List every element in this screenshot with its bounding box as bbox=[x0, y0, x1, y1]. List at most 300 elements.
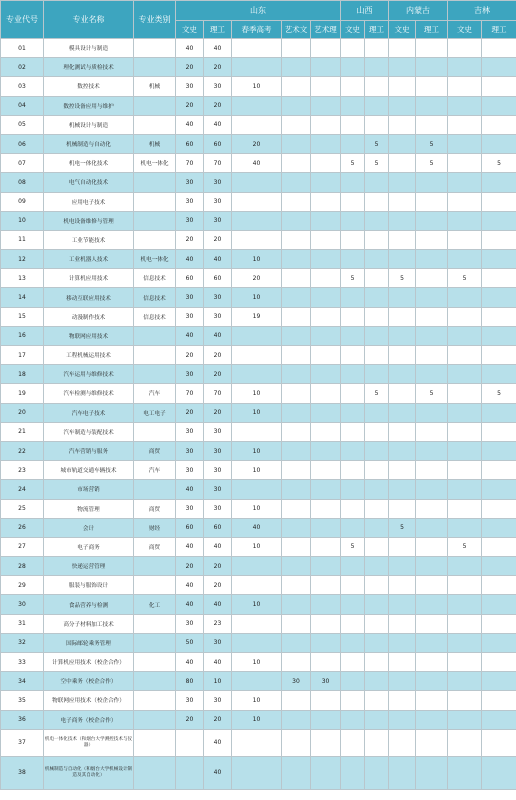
cell-jl-ligong bbox=[482, 729, 516, 756]
cell-category bbox=[134, 710, 176, 729]
cell-jl-ligong bbox=[482, 614, 516, 633]
cell-sx-ligong: 5 bbox=[365, 384, 389, 403]
cell-sd-chunji bbox=[232, 756, 282, 789]
table-row bbox=[1, 422, 516, 441]
cell-sd-ligong: 60 bbox=[204, 518, 232, 537]
cell-sd-chunji bbox=[232, 729, 282, 756]
cell-category: 电工电子 bbox=[134, 403, 176, 422]
cell-sd-wenshi: 30 bbox=[176, 614, 204, 633]
cell-jl-ligong bbox=[482, 211, 516, 230]
cell-sd-chunji bbox=[232, 365, 282, 384]
cell-jl-ligong bbox=[482, 576, 516, 595]
table-row bbox=[1, 384, 516, 403]
cell-sd-yili bbox=[311, 518, 341, 537]
cell-sd-yiwen bbox=[282, 384, 311, 403]
cell-nm-wenshi bbox=[389, 480, 416, 499]
cell-nm-ligong bbox=[416, 672, 448, 691]
cell-nm-ligong: 5 bbox=[416, 384, 448, 403]
cell-sd-ligong: 20 bbox=[204, 365, 232, 384]
cell-sd-yiwen bbox=[282, 422, 311, 441]
cell-nm-wenshi bbox=[389, 230, 416, 249]
cell-sd-wenshi: 30 bbox=[176, 441, 204, 460]
cell-category: 机电一体化 bbox=[134, 250, 176, 269]
cell-category bbox=[134, 672, 176, 691]
table-row bbox=[1, 154, 516, 173]
cell-jl-wenshi bbox=[448, 39, 482, 58]
cell-sd-wenshi: 60 bbox=[176, 134, 204, 153]
cell-sd-wenshi: 40 bbox=[176, 326, 204, 345]
cell-sd-yili bbox=[311, 691, 341, 710]
cell-sd-yili bbox=[311, 441, 341, 460]
cell-nm-ligong bbox=[416, 422, 448, 441]
cell-sd-wenshi: 30 bbox=[176, 173, 204, 192]
cell-sx-wenshi bbox=[341, 729, 365, 756]
table-row bbox=[1, 307, 516, 326]
cell-nm-wenshi bbox=[389, 537, 416, 556]
cell-jl-ligong bbox=[482, 250, 516, 269]
cell-sd-yiwen bbox=[282, 154, 311, 173]
cell-sd-yiwen bbox=[282, 614, 311, 633]
cell-nm-wenshi bbox=[389, 653, 416, 672]
cell-jl-wenshi bbox=[448, 250, 482, 269]
cell-jl-ligong bbox=[482, 557, 516, 576]
cell-nm-ligong bbox=[416, 307, 448, 326]
header-nm-ligong: 理工 bbox=[416, 21, 448, 39]
cell-nm-ligong bbox=[416, 499, 448, 518]
cell-sd-ligong: 30 bbox=[204, 192, 232, 211]
cell-code: 19 bbox=[1, 384, 44, 403]
cell-nm-wenshi bbox=[389, 134, 416, 153]
cell-jl-ligong bbox=[482, 403, 516, 422]
cell-sd-yili bbox=[311, 288, 341, 307]
cell-sx-ligong bbox=[365, 672, 389, 691]
cell-jl-wenshi bbox=[448, 422, 482, 441]
cell-nm-wenshi bbox=[389, 384, 416, 403]
cell-category bbox=[134, 192, 176, 211]
cell-sx-wenshi bbox=[341, 134, 365, 153]
cell-sd-yili bbox=[311, 77, 341, 96]
cell-sd-wenshi bbox=[176, 756, 204, 789]
cell-sd-yili bbox=[311, 173, 341, 192]
cell-sd-wenshi: 40 bbox=[176, 250, 204, 269]
cell-sx-ligong bbox=[365, 576, 389, 595]
table-row bbox=[1, 518, 516, 537]
cell-jl-wenshi bbox=[448, 192, 482, 211]
cell-sd-chunji bbox=[232, 672, 282, 691]
cell-nm-wenshi bbox=[389, 250, 416, 269]
cell-sd-chunji bbox=[232, 115, 282, 134]
cell-sd-ligong: 40 bbox=[204, 115, 232, 134]
header-name: 专业名称 bbox=[44, 1, 134, 39]
cell-sx-ligong bbox=[365, 710, 389, 729]
cell-nm-ligong bbox=[416, 403, 448, 422]
cell-sx-ligong bbox=[365, 365, 389, 384]
cell-jl-ligong bbox=[482, 710, 516, 729]
cell-sd-yiwen bbox=[282, 134, 311, 153]
cell-sd-wenshi: 40 bbox=[176, 115, 204, 134]
cell-jl-wenshi bbox=[448, 96, 482, 115]
cell-jl-ligong bbox=[482, 365, 516, 384]
cell-sd-wenshi: 20 bbox=[176, 58, 204, 77]
cell-category bbox=[134, 576, 176, 595]
cell-sx-ligong bbox=[365, 441, 389, 460]
cell-sd-wenshi: 20 bbox=[176, 346, 204, 365]
cell-sx-wenshi bbox=[341, 346, 365, 365]
cell-sd-yiwen bbox=[282, 39, 311, 58]
cell-sd-chunji bbox=[232, 422, 282, 441]
table-row bbox=[1, 461, 516, 480]
header-province-shandong: 山东 bbox=[176, 1, 341, 21]
cell-jl-wenshi bbox=[448, 77, 482, 96]
cell-sd-yiwen bbox=[282, 96, 311, 115]
cell-sx-ligong bbox=[365, 691, 389, 710]
cell-sd-wenshi: 30 bbox=[176, 211, 204, 230]
cell-sx-ligong bbox=[365, 326, 389, 345]
cell-sd-yili bbox=[311, 537, 341, 556]
cell-nm-ligong bbox=[416, 173, 448, 192]
cell-sd-wenshi: 80 bbox=[176, 672, 204, 691]
cell-jl-wenshi bbox=[448, 633, 482, 652]
cell-nm-ligong bbox=[416, 269, 448, 288]
table-row bbox=[1, 288, 516, 307]
cell-sd-ligong: 20 bbox=[204, 346, 232, 365]
header-category: 专业类别 bbox=[134, 1, 176, 39]
table-row bbox=[1, 614, 516, 633]
cell-sd-ligong: 23 bbox=[204, 614, 232, 633]
cell-sx-ligong bbox=[365, 250, 389, 269]
cell-sd-yiwen bbox=[282, 307, 311, 326]
cell-jl-ligong bbox=[482, 756, 516, 789]
cell-sx-wenshi bbox=[341, 614, 365, 633]
cell-category bbox=[134, 633, 176, 652]
cell-category bbox=[134, 346, 176, 365]
cell-sd-chunji: 10 bbox=[232, 384, 282, 403]
cell-sx-wenshi bbox=[341, 365, 365, 384]
table-row bbox=[1, 365, 516, 384]
cell-sx-wenshi bbox=[341, 691, 365, 710]
cell-sx-ligong bbox=[365, 422, 389, 441]
cell-sx-wenshi: 5 bbox=[341, 154, 365, 173]
cell-nm-ligong bbox=[416, 691, 448, 710]
cell-sx-ligong bbox=[365, 499, 389, 518]
cell-sx-wenshi bbox=[341, 672, 365, 691]
cell-sd-ligong: 30 bbox=[204, 288, 232, 307]
cell-sd-ligong: 60 bbox=[204, 134, 232, 153]
cell-name: 机电一体化技术（和烟台大学测控技术与仪器） bbox=[44, 729, 134, 756]
cell-nm-ligong bbox=[416, 729, 448, 756]
table-row bbox=[1, 250, 516, 269]
cell-sx-ligong bbox=[365, 77, 389, 96]
cell-sd-yili bbox=[311, 384, 341, 403]
cell-nm-ligong bbox=[416, 557, 448, 576]
table-row bbox=[1, 756, 516, 789]
cell-sd-ligong: 30 bbox=[204, 173, 232, 192]
cell-sx-wenshi bbox=[341, 77, 365, 96]
cell-sd-yili bbox=[311, 557, 341, 576]
cell-sd-chunji bbox=[232, 230, 282, 249]
cell-sx-wenshi bbox=[341, 115, 365, 134]
cell-code: 37 bbox=[1, 729, 44, 756]
cell-code: 25 bbox=[1, 499, 44, 518]
cell-sx-ligong bbox=[365, 307, 389, 326]
cell-sd-chunji: 40 bbox=[232, 154, 282, 173]
cell-sx-ligong bbox=[365, 346, 389, 365]
cell-sd-yili bbox=[311, 576, 341, 595]
cell-code: 29 bbox=[1, 576, 44, 595]
cell-sd-yili: 30 bbox=[311, 672, 341, 691]
cell-sx-wenshi bbox=[341, 230, 365, 249]
cell-jl-wenshi bbox=[448, 384, 482, 403]
cell-name: 电子商务 bbox=[44, 537, 134, 556]
cell-sd-chunji: 10 bbox=[232, 461, 282, 480]
cell-sd-yiwen bbox=[282, 633, 311, 652]
cell-nm-ligong bbox=[416, 326, 448, 345]
table-row bbox=[1, 633, 516, 652]
cell-nm-ligong bbox=[416, 211, 448, 230]
cell-code: 13 bbox=[1, 269, 44, 288]
cell-sd-yili bbox=[311, 230, 341, 249]
cell-sd-yili bbox=[311, 595, 341, 614]
cell-jl-ligong bbox=[482, 441, 516, 460]
cell-jl-ligong bbox=[482, 288, 516, 307]
cell-sx-wenshi bbox=[341, 288, 365, 307]
cell-nm-ligong bbox=[416, 230, 448, 249]
cell-nm-ligong bbox=[416, 250, 448, 269]
cell-jl-ligong bbox=[482, 326, 516, 345]
cell-sd-wenshi: 20 bbox=[176, 710, 204, 729]
cell-sx-wenshi bbox=[341, 96, 365, 115]
cell-sd-yili bbox=[311, 365, 341, 384]
cell-name: 市场营销 bbox=[44, 480, 134, 499]
cell-category bbox=[134, 691, 176, 710]
cell-jl-ligong bbox=[482, 480, 516, 499]
cell-nm-ligong bbox=[416, 288, 448, 307]
cell-category: 机械 bbox=[134, 77, 176, 96]
cell-sd-chunji bbox=[232, 576, 282, 595]
cell-name: 电子商务（校企合作） bbox=[44, 710, 134, 729]
cell-nm-wenshi bbox=[389, 192, 416, 211]
cell-sd-wenshi: 30 bbox=[176, 77, 204, 96]
cell-sd-ligong: 40 bbox=[204, 326, 232, 345]
cell-nm-wenshi: 5 bbox=[389, 269, 416, 288]
cell-code: 08 bbox=[1, 173, 44, 192]
cell-sd-ligong: 40 bbox=[204, 729, 232, 756]
table-row bbox=[1, 653, 516, 672]
cell-category bbox=[134, 211, 176, 230]
table-row bbox=[1, 173, 516, 192]
cell-jl-ligong bbox=[482, 653, 516, 672]
cell-sx-wenshi bbox=[341, 518, 365, 537]
header-sd-yiwen: 艺术文 bbox=[282, 21, 311, 39]
header-province-jilin: 吉林 bbox=[448, 1, 516, 21]
cell-jl-ligong bbox=[482, 537, 516, 556]
cell-sd-wenshi: 30 bbox=[176, 422, 204, 441]
cell-nm-ligong bbox=[416, 633, 448, 652]
cell-sx-ligong bbox=[365, 633, 389, 652]
cell-nm-wenshi: 5 bbox=[389, 518, 416, 537]
cell-code: 02 bbox=[1, 58, 44, 77]
cell-nm-ligong bbox=[416, 441, 448, 460]
cell-sx-wenshi bbox=[341, 326, 365, 345]
cell-jl-wenshi bbox=[448, 557, 482, 576]
cell-sd-wenshi: 70 bbox=[176, 154, 204, 173]
cell-sx-wenshi bbox=[341, 250, 365, 269]
cell-sd-yili bbox=[311, 211, 341, 230]
cell-nm-wenshi bbox=[389, 58, 416, 77]
cell-sd-chunji: 10 bbox=[232, 653, 282, 672]
cell-sx-wenshi bbox=[341, 384, 365, 403]
cell-sd-yiwen bbox=[282, 211, 311, 230]
cell-nm-ligong bbox=[416, 595, 448, 614]
cell-sd-yiwen bbox=[282, 576, 311, 595]
cell-jl-wenshi bbox=[448, 710, 482, 729]
cell-nm-wenshi bbox=[389, 346, 416, 365]
cell-sd-yili bbox=[311, 326, 341, 345]
cell-category bbox=[134, 756, 176, 789]
cell-jl-wenshi bbox=[448, 288, 482, 307]
cell-sd-yili bbox=[311, 633, 341, 652]
cell-nm-ligong bbox=[416, 96, 448, 115]
cell-nm-ligong bbox=[416, 710, 448, 729]
cell-code: 28 bbox=[1, 557, 44, 576]
cell-code: 35 bbox=[1, 691, 44, 710]
cell-jl-wenshi bbox=[448, 653, 482, 672]
cell-jl-ligong bbox=[482, 499, 516, 518]
cell-code: 03 bbox=[1, 77, 44, 96]
cell-sd-chunji bbox=[232, 326, 282, 345]
cell-jl-ligong bbox=[482, 672, 516, 691]
cell-nm-ligong bbox=[416, 77, 448, 96]
cell-sd-chunji bbox=[232, 173, 282, 192]
cell-sd-ligong: 30 bbox=[204, 422, 232, 441]
table-row bbox=[1, 595, 516, 614]
cell-sd-ligong: 30 bbox=[204, 211, 232, 230]
table-row bbox=[1, 480, 516, 499]
cell-sd-yiwen bbox=[282, 461, 311, 480]
cell-jl-wenshi bbox=[448, 595, 482, 614]
cell-sd-wenshi: 60 bbox=[176, 518, 204, 537]
cell-sd-yiwen bbox=[282, 115, 311, 134]
cell-code: 34 bbox=[1, 672, 44, 691]
cell-sd-yiwen bbox=[282, 756, 311, 789]
table-row bbox=[1, 346, 516, 365]
cell-sd-yili bbox=[311, 269, 341, 288]
cell-jl-wenshi bbox=[448, 576, 482, 595]
cell-sd-yili bbox=[311, 96, 341, 115]
cell-sd-yiwen bbox=[282, 346, 311, 365]
cell-sd-yiwen bbox=[282, 326, 311, 345]
cell-sd-yiwen bbox=[282, 710, 311, 729]
cell-name: 机械制造与自动化（和烟台大学机械设计制造及其自动化） bbox=[44, 756, 134, 789]
cell-nm-ligong bbox=[416, 576, 448, 595]
cell-sx-wenshi bbox=[341, 710, 365, 729]
cell-sd-ligong: 20 bbox=[204, 96, 232, 115]
cell-name: 机械制造与自动化 bbox=[44, 134, 134, 153]
cell-nm-ligong: 5 bbox=[416, 134, 448, 153]
cell-sd-wenshi: 40 bbox=[176, 39, 204, 58]
cell-name: 汽车检测与维修技术 bbox=[44, 384, 134, 403]
header-province-neimenggu: 内蒙古 bbox=[389, 1, 448, 21]
cell-sd-yili bbox=[311, 307, 341, 326]
cell-sx-wenshi bbox=[341, 633, 365, 652]
cell-code: 15 bbox=[1, 307, 44, 326]
cell-category bbox=[134, 58, 176, 77]
cell-jl-ligong bbox=[482, 633, 516, 652]
cell-category: 商贸 bbox=[134, 499, 176, 518]
cell-jl-ligong bbox=[482, 230, 516, 249]
cell-name: 理化测试与质检技术 bbox=[44, 58, 134, 77]
cell-sd-ligong: 30 bbox=[204, 499, 232, 518]
cell-sd-yiwen bbox=[282, 595, 311, 614]
cell-name: 会计 bbox=[44, 518, 134, 537]
cell-nm-wenshi bbox=[389, 691, 416, 710]
cell-jl-ligong: 5 bbox=[482, 154, 516, 173]
cell-jl-ligong bbox=[482, 595, 516, 614]
cell-sd-yiwen bbox=[282, 557, 311, 576]
cell-jl-ligong bbox=[482, 269, 516, 288]
cell-sd-chunji: 10 bbox=[232, 691, 282, 710]
cell-jl-ligong bbox=[482, 134, 516, 153]
cell-sx-wenshi bbox=[341, 211, 365, 230]
cell-sd-chunji bbox=[232, 58, 282, 77]
cell-jl-ligong bbox=[482, 422, 516, 441]
cell-jl-wenshi: 5 bbox=[448, 269, 482, 288]
cell-sd-wenshi: 20 bbox=[176, 96, 204, 115]
cell-jl-wenshi bbox=[448, 307, 482, 326]
cell-nm-wenshi bbox=[389, 115, 416, 134]
table-row bbox=[1, 441, 516, 460]
table-row bbox=[1, 576, 516, 595]
table-row bbox=[1, 115, 516, 134]
cell-sd-chunji: 10 bbox=[232, 403, 282, 422]
cell-sd-yili bbox=[311, 250, 341, 269]
cell-code: 01 bbox=[1, 39, 44, 58]
cell-nm-wenshi bbox=[389, 499, 416, 518]
cell-jl-ligong bbox=[482, 115, 516, 134]
cell-sx-ligong bbox=[365, 230, 389, 249]
cell-sx-ligong bbox=[365, 173, 389, 192]
cell-sx-ligong bbox=[365, 96, 389, 115]
cell-category bbox=[134, 115, 176, 134]
cell-nm-wenshi bbox=[389, 39, 416, 58]
cell-code: 06 bbox=[1, 134, 44, 153]
cell-sx-ligong: 5 bbox=[365, 134, 389, 153]
cell-sx-wenshi bbox=[341, 307, 365, 326]
cell-sx-wenshi: 5 bbox=[341, 269, 365, 288]
table-row bbox=[1, 39, 516, 58]
cell-sd-yili bbox=[311, 39, 341, 58]
header-province-shanxi: 山西 bbox=[341, 1, 389, 21]
cell-code: 17 bbox=[1, 346, 44, 365]
cell-sx-ligong bbox=[365, 595, 389, 614]
cell-category: 汽车 bbox=[134, 461, 176, 480]
cell-name: 物联网应用技术（校企合作） bbox=[44, 691, 134, 710]
cell-sd-ligong: 30 bbox=[204, 633, 232, 652]
cell-nm-wenshi bbox=[389, 307, 416, 326]
table-row bbox=[1, 77, 516, 96]
table-row bbox=[1, 537, 516, 556]
cell-category bbox=[134, 422, 176, 441]
cell-jl-wenshi bbox=[448, 58, 482, 77]
cell-nm-ligong bbox=[416, 756, 448, 789]
cell-name: 汽车运用与维修技术 bbox=[44, 365, 134, 384]
cell-name: 汽车营销与服务 bbox=[44, 441, 134, 460]
cell-sx-ligong bbox=[365, 480, 389, 499]
cell-code: 26 bbox=[1, 518, 44, 537]
cell-sd-yili bbox=[311, 614, 341, 633]
cell-sd-yili bbox=[311, 710, 341, 729]
cell-name: 物流管理 bbox=[44, 499, 134, 518]
